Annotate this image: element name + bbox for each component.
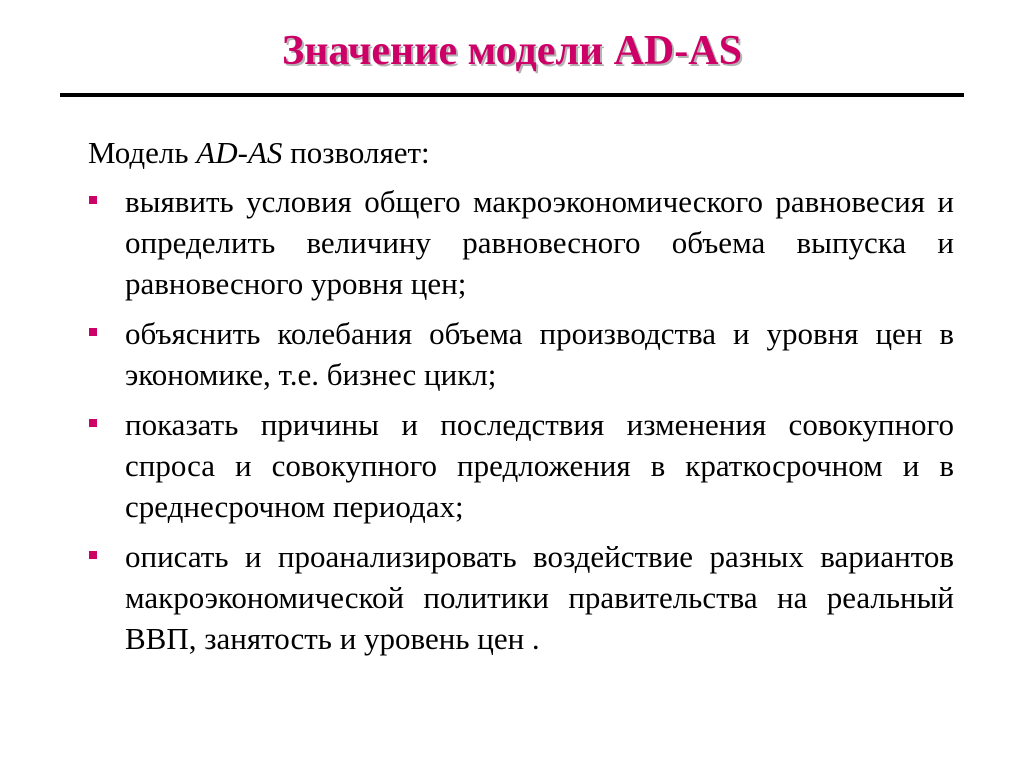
- intro-model-name: AD-AS: [196, 135, 283, 170]
- bullet-text-2: объяснить колебания объема производства и уровня цен в экономике, т.е. бизнес цикл;: [125, 316, 954, 392]
- bullet-text-3: показать причины и последствия изменения совокупного спроса и совокупного предложения в краткосрочном и в среднесрочном периодах;: [125, 407, 954, 524]
- bullet-item-2: [88, 313, 954, 395]
- bullet-text-4: описать и проанализировать воздействие разных вариантов макроэкономической политики правительства на реальный ВВП, занятость и уровень цен .: [125, 539, 954, 656]
- intro-prefix: Модель: [88, 135, 197, 170]
- title-divider: [60, 93, 964, 97]
- square-bullet-icon: [89, 196, 97, 204]
- intro-line: [88, 132, 954, 173]
- bullet-list: [88, 181, 954, 659]
- intro-suffix: позволяет:: [282, 135, 430, 170]
- bullet-text-1: выявить условия общего макроэкономического равновесия и определить величину равновесного объема выпуска и равновесного уровня цен;: [125, 184, 954, 301]
- slide-content: [88, 132, 954, 668]
- bullet-item-3: [88, 404, 954, 527]
- bullet-item-1: [88, 181, 954, 304]
- slide-title: Значение модели AD-AS: [282, 28, 742, 74]
- square-bullet-icon: [89, 419, 97, 427]
- square-bullet-icon: [89, 551, 97, 559]
- square-bullet-icon: [89, 328, 97, 336]
- bullet-item-4: [88, 536, 954, 659]
